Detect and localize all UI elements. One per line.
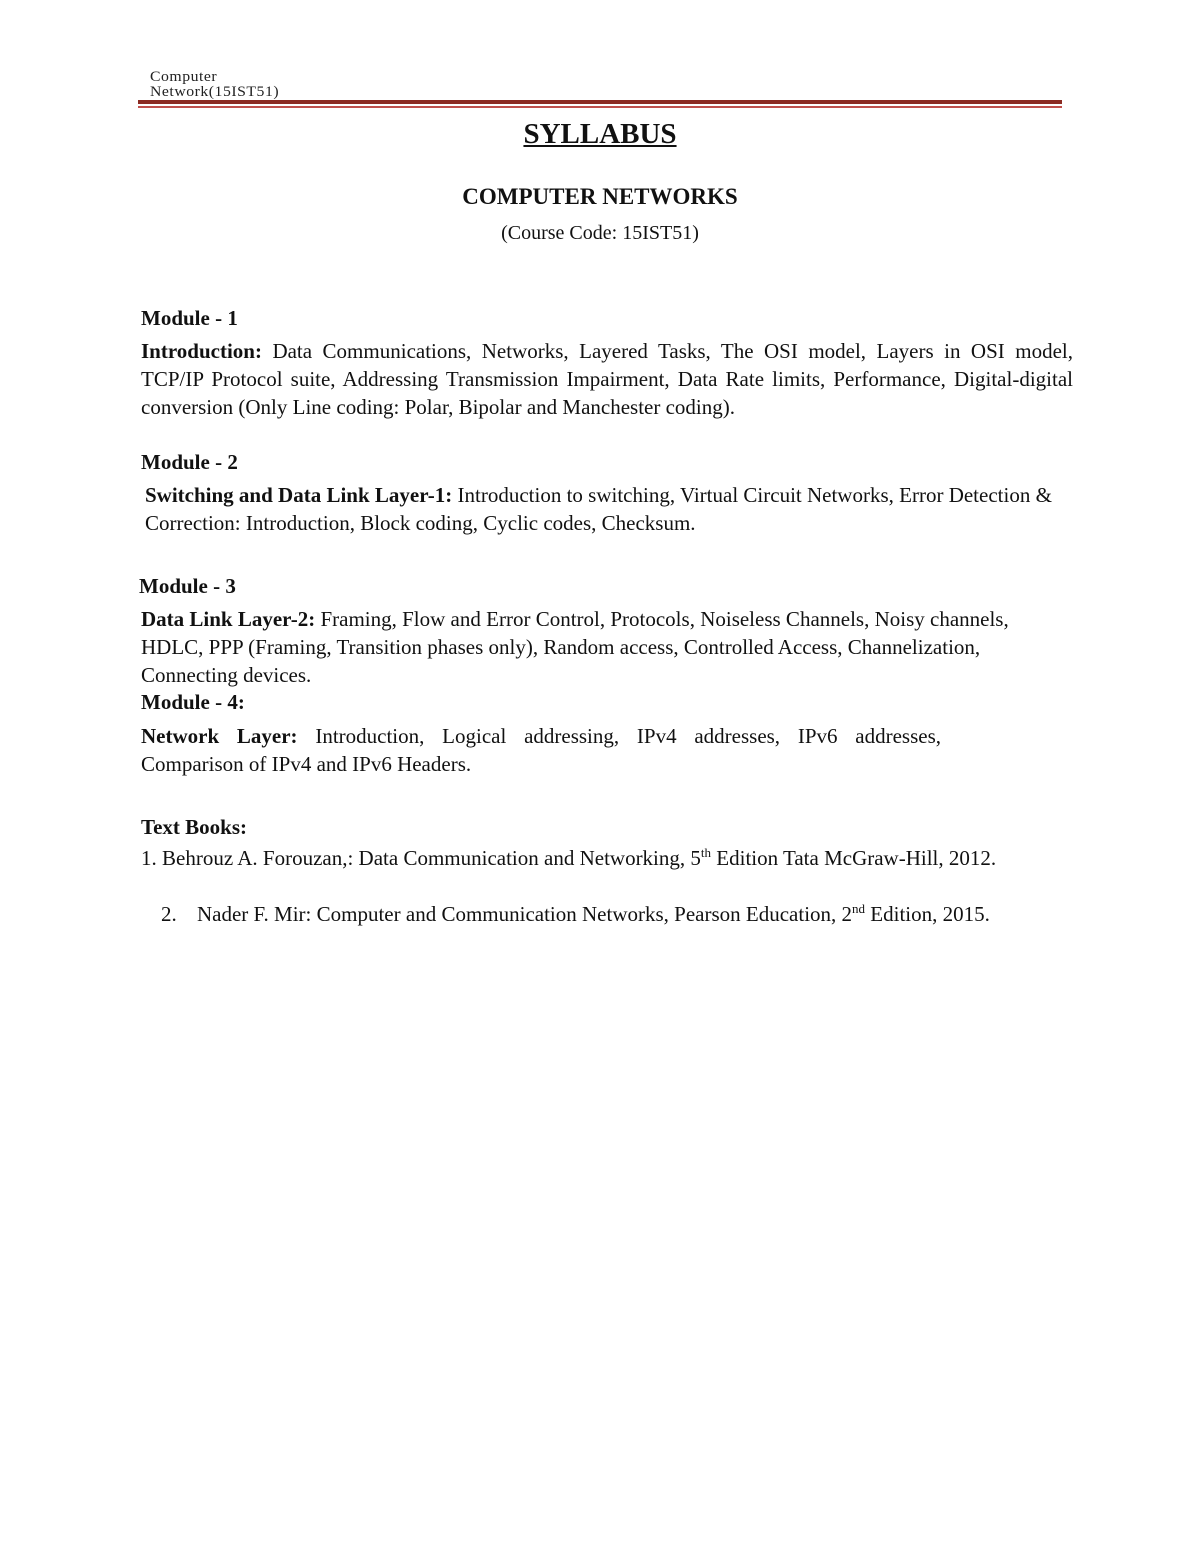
text-book-item-2 bbox=[161, 900, 1061, 929]
module-3-heading: Module - 3 bbox=[139, 574, 236, 598]
module-1-lead: Introduction: bbox=[141, 339, 262, 363]
module-3-lead: Data Link Layer-2: bbox=[141, 607, 316, 631]
page-title: SYLLABUS bbox=[523, 118, 677, 150]
header-rule bbox=[138, 100, 1062, 104]
module-1-text: Data Communications, Networks, Layered Tasks, The OSI model, Layers in OSI model, TCP/IP Protocol suite, Addressing Transmission Impairment, Data Rate limits, Performance, Digital-digital conversion (Only Line coding: Polar, Bipolar and Manchester coding). bbox=[141, 339, 1073, 419]
text-book-1-prefix: 1. Behrouz A. Forouzan,: Data Communication and Networking, 5 bbox=[141, 846, 701, 870]
text-book-1-suffix: Edition Tata McGraw-Hill, 2012. bbox=[711, 846, 997, 870]
header-rule-thin bbox=[138, 106, 1062, 108]
text-book-1-sup: th bbox=[700, 845, 712, 860]
module-1-heading: Module - 1 bbox=[141, 306, 238, 330]
module-2-lead: Switching and Data Link Layer-1: bbox=[145, 483, 453, 507]
module-4-text: Introduction, Logical addressing, IPv4 addresses, IPv6 addresses, Comparison of IPv4 and IPv6 Headers. bbox=[141, 724, 941, 776]
module-3-description bbox=[141, 605, 1041, 689]
module-1-description bbox=[141, 337, 1073, 421]
text-book-2-number: 2. bbox=[161, 902, 177, 926]
running-header bbox=[150, 70, 279, 100]
running-header-line-1: Computer bbox=[150, 69, 218, 85]
module-4-lead: Network Layer: bbox=[141, 724, 298, 748]
course-title: COMPUTER NETWORKS bbox=[462, 184, 738, 209]
module-4-description bbox=[141, 722, 941, 778]
module-4-heading: Module - 4: bbox=[141, 690, 245, 714]
text-book-2-prefix: Nader F. Mir: Computer and Communication Networks, Pearson Education, 2 bbox=[197, 902, 853, 926]
module-2-text: Introduction to switching, Virtual Circuit Networks, Error Detection & Correction: Introduction, Block coding, Cyclic codes, Checksum. bbox=[145, 483, 1052, 535]
module-2-heading: Module - 2 bbox=[141, 450, 238, 474]
text-book-2-sup: nd bbox=[852, 901, 866, 916]
course-code: (Course Code: 15IST51) bbox=[501, 222, 699, 244]
text-books-heading: Text Books: bbox=[141, 815, 247, 839]
running-header-line-2: Network(15IST51) bbox=[150, 84, 280, 100]
module-2-description bbox=[145, 481, 1065, 537]
module-3-text: Framing, Flow and Error Control, Protocols, Noiseless Channels, Noisy channels, HDLC, PPP (Framing, Transition phases only), Random access, Controlled Access, Channelization, Connecting devices. bbox=[141, 607, 1009, 687]
text-book-2-suffix: Edition, 2015. bbox=[865, 902, 990, 926]
text-book-item-1 bbox=[141, 844, 1061, 873]
